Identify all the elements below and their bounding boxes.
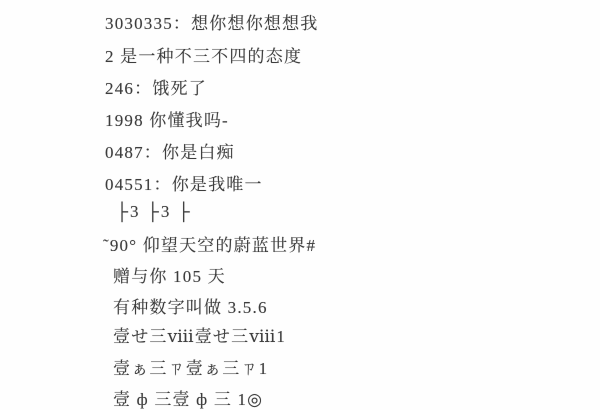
text-line-2: 2 是一种不三不四的态度 (105, 47, 303, 66)
text-line-4: 1998 你懂我吗- (105, 111, 229, 130)
text-line-7: ├3 ├3 ├ (116, 202, 192, 221)
text-line-11: 壹せ三ⅷ壹せ三ⅷ1 (113, 327, 287, 346)
text-line-9: 赠与你 105 天 (113, 267, 226, 286)
text-line-5: 0487：你是白痴 (105, 143, 235, 162)
text-line-10: 有种数字叫做 3.5.6 (113, 298, 268, 317)
text-line-6: 04551：你是我唯一 (105, 175, 263, 194)
text-line-8: ˜90° 仰望天空的蔚蓝世界# (103, 236, 317, 255)
text-line-12: 壹ぁ三ㄗ壹ぁ三ㄗ1 (113, 359, 269, 378)
text-line-1: 3030335：想你想你想想我 (105, 14, 319, 33)
text-line-13: 壹 ф 三壹 ф 三 1◎ (113, 390, 264, 409)
text-line-3: 246：饿死了 (105, 79, 207, 98)
